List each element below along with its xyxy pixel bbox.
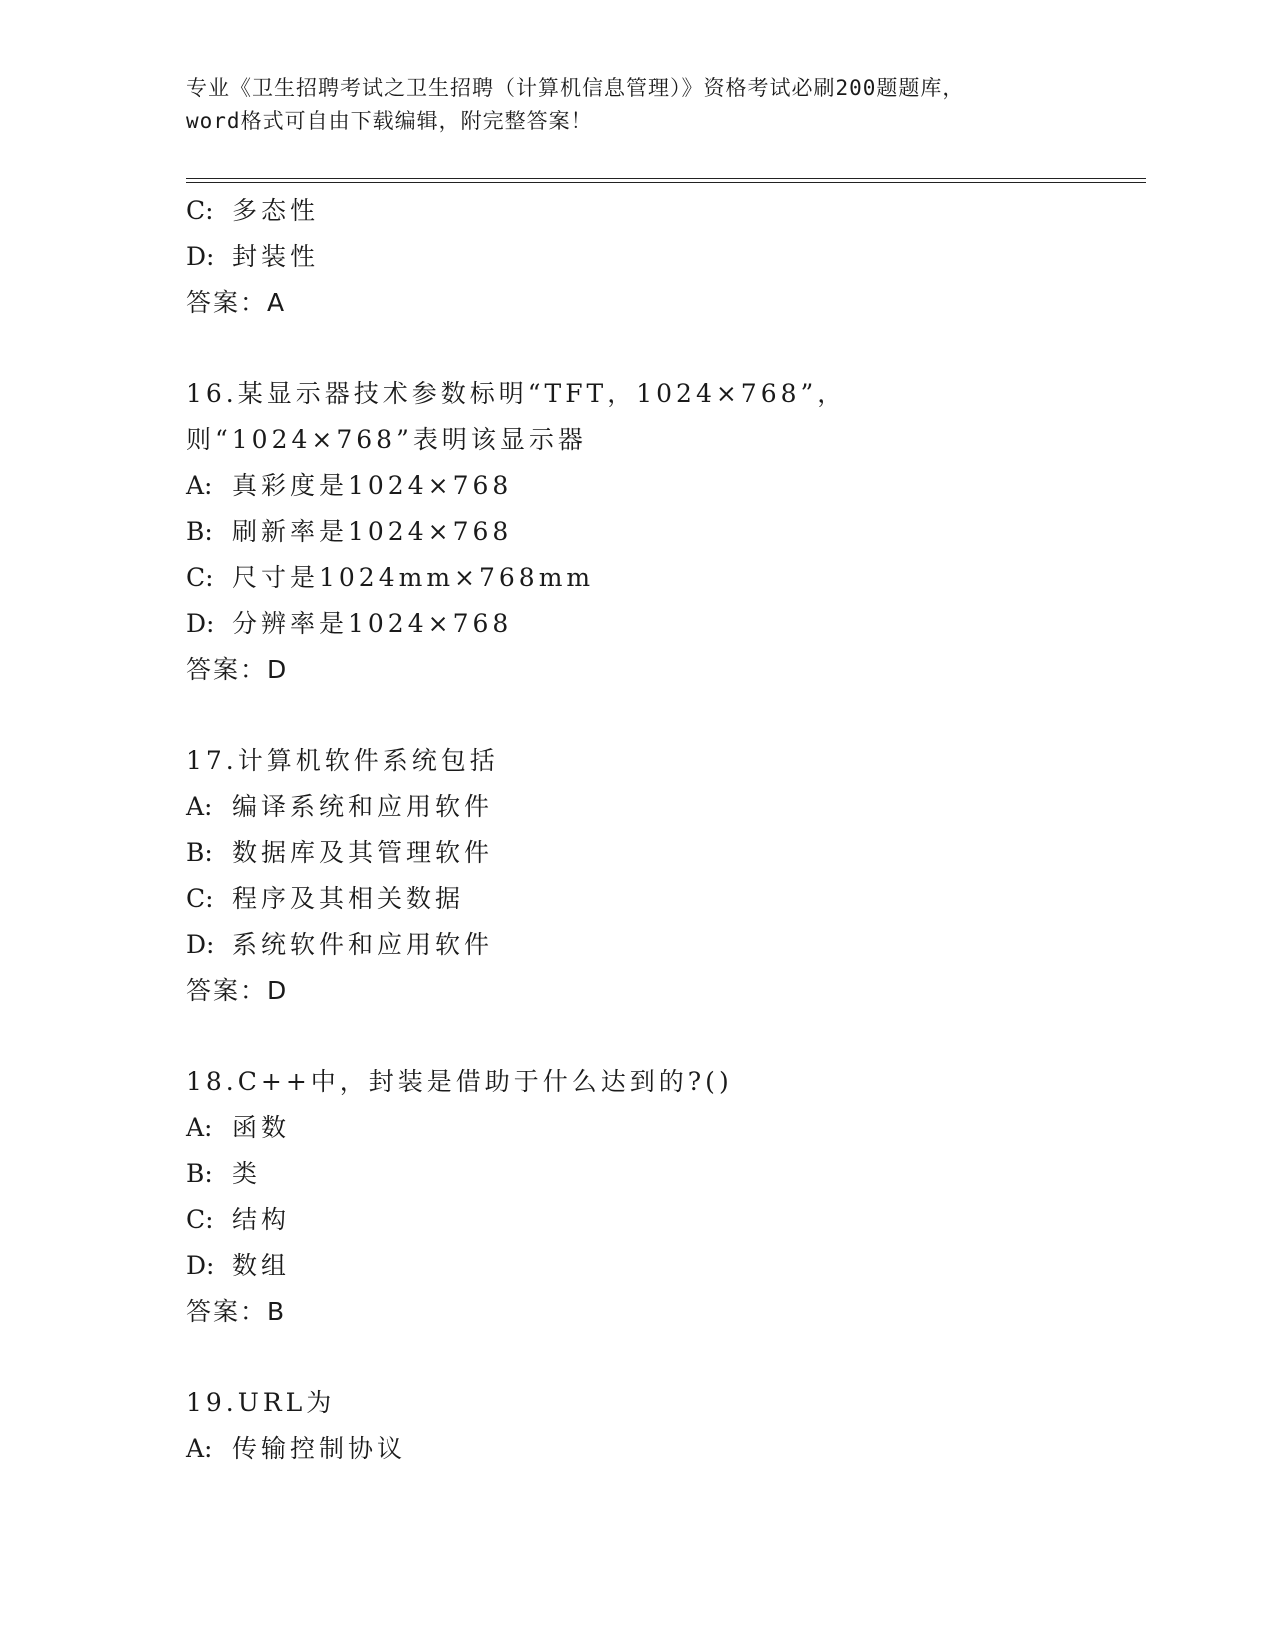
option-text: 数组 xyxy=(232,1251,291,1280)
option-text: 类 xyxy=(232,1159,262,1188)
option-key: A: xyxy=(186,1434,213,1463)
option-a xyxy=(186,463,1146,509)
answer-line: 答案：D xyxy=(186,976,289,1005)
option-b xyxy=(186,830,1146,876)
option-c xyxy=(186,555,1146,601)
option-key: B: xyxy=(186,517,213,546)
option-text: 程序及其相关数据 xyxy=(232,884,465,913)
answer-line: 答案：D xyxy=(186,655,289,684)
option-key: B: xyxy=(186,838,213,867)
option-text: 编译系统和应用软件 xyxy=(232,792,494,821)
option-a xyxy=(186,784,1146,830)
option-key: D: xyxy=(186,1251,215,1280)
option-text: 真彩度是1024×768 xyxy=(232,471,513,500)
question-stem: 19.URL为 xyxy=(186,1388,336,1417)
option-key: C: xyxy=(186,563,214,592)
option-key: A: xyxy=(186,792,213,821)
option-text: 尺寸是1024mm×768mm xyxy=(232,563,595,592)
document-header xyxy=(186,72,1086,138)
option-c xyxy=(186,188,1146,234)
header-line-1: 专业《卫生招聘考试之卫生招聘（计算机信息管理）》资格考试必刷200题题库， xyxy=(186,76,965,100)
header-line-2: word格式可自由下载编辑，附完整答案！ xyxy=(186,109,593,133)
question-18 xyxy=(186,1059,1146,1335)
option-text: 传输控制协议 xyxy=(232,1434,407,1463)
option-a xyxy=(186,1105,1146,1151)
option-key: C: xyxy=(186,1205,214,1234)
option-b xyxy=(186,509,1146,555)
question-19 xyxy=(186,1380,1146,1472)
header-divider xyxy=(186,178,1146,183)
option-key: D: xyxy=(186,609,215,638)
option-b xyxy=(186,1151,1146,1197)
option-text: 函数 xyxy=(232,1113,291,1142)
question-16 xyxy=(186,371,1146,693)
option-d xyxy=(186,234,1146,280)
option-key: A: xyxy=(186,471,213,500)
option-d xyxy=(186,922,1146,968)
answer-line: 答案：B xyxy=(186,1297,287,1326)
option-text: 分辨率是1024×768 xyxy=(232,609,513,638)
option-key: D: xyxy=(186,242,215,271)
option-text: 结构 xyxy=(232,1205,291,1234)
option-text: 多态性 xyxy=(232,196,320,225)
question-stem: 17.计算机软件系统包括 xyxy=(186,746,499,775)
option-c xyxy=(186,1197,1146,1243)
option-key: D: xyxy=(186,930,215,959)
question-15-continued xyxy=(186,188,1146,326)
question-17 xyxy=(186,738,1146,1014)
option-text: 刷新率是1024×768 xyxy=(232,517,513,546)
option-text: 系统软件和应用软件 xyxy=(232,930,494,959)
option-d xyxy=(186,601,1146,647)
option-key: B: xyxy=(186,1159,213,1188)
option-text: 数据库及其管理软件 xyxy=(232,838,494,867)
option-key: C: xyxy=(186,884,214,913)
option-c xyxy=(186,876,1146,922)
question-stem: 16.某显示器技术参数标明“TFT，1024×768”，则“1024×768”表明该显示器 xyxy=(186,379,847,454)
option-a xyxy=(186,1426,1146,1472)
answer-line: 答案：A xyxy=(186,288,287,317)
option-text: 封装性 xyxy=(232,242,320,271)
question-stem: 18.C++中，封装是借助于什么达到的?() xyxy=(186,1067,733,1096)
option-d xyxy=(186,1243,1146,1289)
option-key: C: xyxy=(186,196,214,225)
question-list xyxy=(186,188,1146,1472)
option-key: A: xyxy=(186,1113,213,1142)
